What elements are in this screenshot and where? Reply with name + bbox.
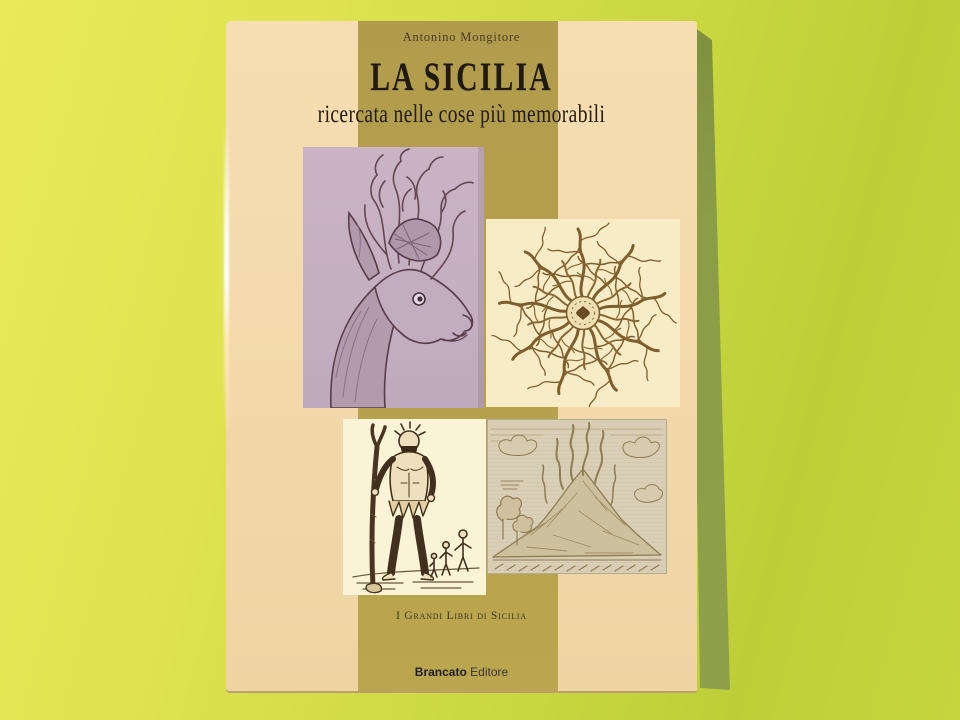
volcano-panel: [487, 419, 667, 574]
book-cover: [226, 21, 697, 693]
publisher-suffix: Editore: [470, 665, 509, 679]
wildman-panel: [343, 419, 486, 595]
deer-panel: [303, 147, 484, 408]
wild-man-engraving-illustration: [343, 419, 486, 595]
publisher-line: [226, 665, 697, 679]
etna-eruption-engraving-illustration: [487, 419, 667, 574]
spine-highlight: [224, 115, 229, 437]
book-subtitle: ricercata nelle cose più memorabili: [317, 101, 606, 128]
starfish-panel: [486, 219, 680, 407]
author-name: Antonino Mongitore: [402, 30, 521, 44]
series-title: I Grandi Libri di Sicilia: [396, 610, 527, 622]
publisher-name: Brancato: [414, 665, 467, 679]
book-title: LA SICILIA: [370, 54, 553, 99]
basket-star-engraving-illustration: [486, 219, 680, 407]
deer-head-engraving-illustration: [303, 147, 484, 408]
